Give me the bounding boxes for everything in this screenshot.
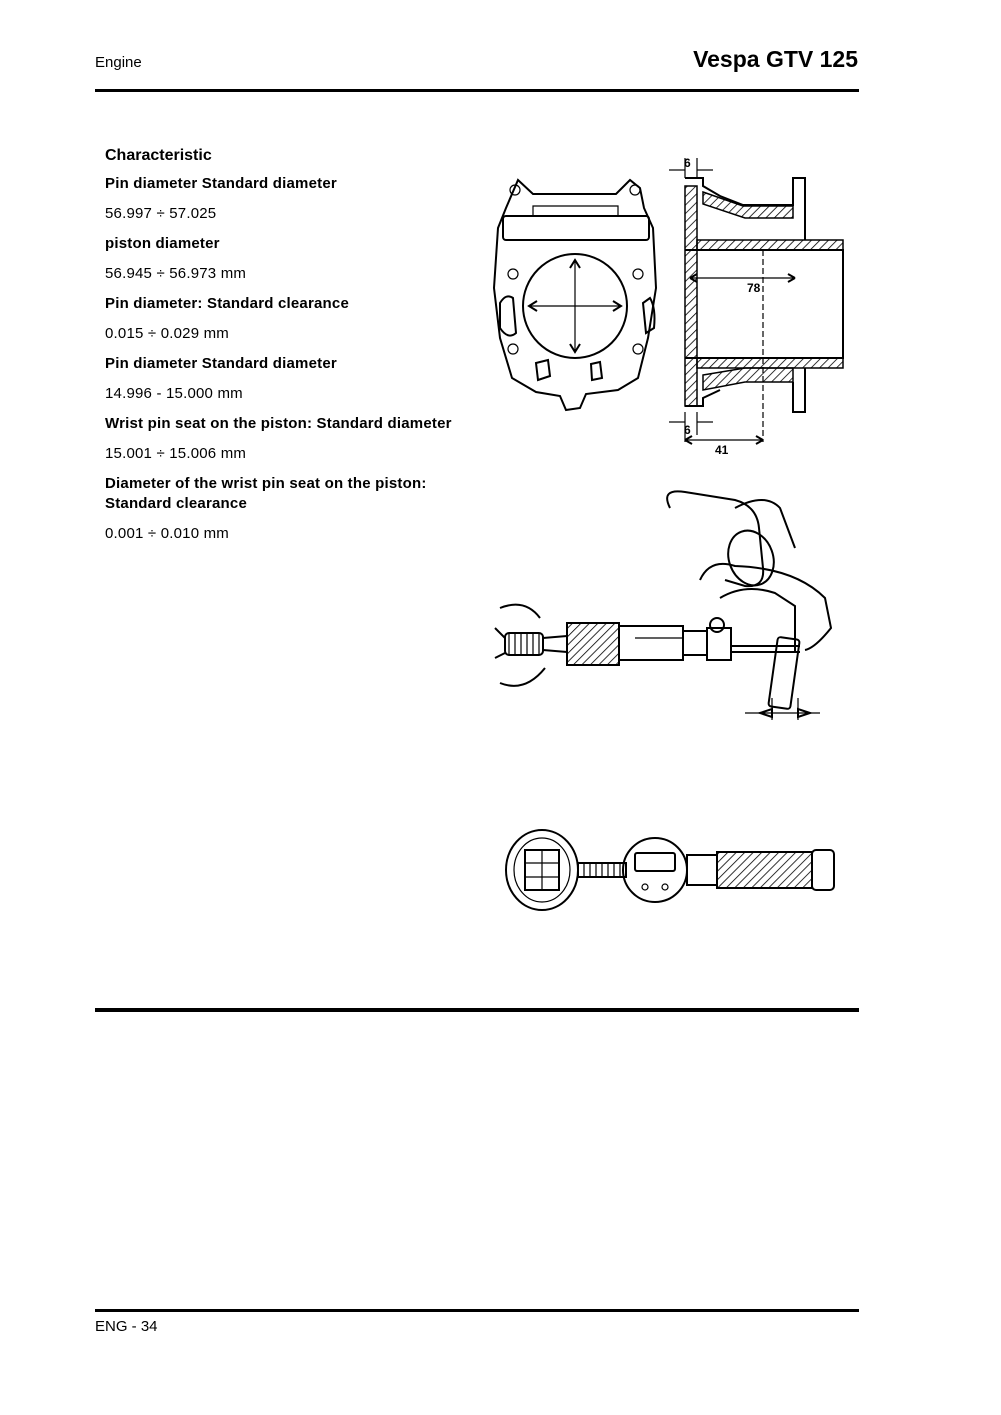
- spec-label: piston diameter: [105, 235, 220, 252]
- specs-block: [105, 146, 485, 554]
- spec-label: Diameter of the wrist pin seat on the piston: Standard clearance: [105, 475, 427, 512]
- footer-rule: [95, 1309, 859, 1312]
- spec-label: Wrist pin seat on the piston: Standard diameter: [105, 415, 452, 432]
- spec-value: 15.001 ÷ 15.006 mm: [105, 445, 247, 462]
- page-number: ENG - 34: [95, 1318, 158, 1335]
- spec-value: 0.015 ÷ 0.029 mm: [105, 325, 229, 342]
- dim-bore-label: 78: [747, 281, 761, 295]
- spec-value: 0.001 ÷ 0.010 mm: [105, 525, 229, 542]
- dim-bottom-label: 6: [684, 423, 691, 437]
- document-title: Vespa GTV 125: [693, 46, 858, 72]
- section-name: Engine: [95, 54, 142, 71]
- specs-heading: Characteristic: [105, 147, 212, 164]
- spec-value: 14.996 - 15.000 mm: [105, 385, 243, 402]
- spec-label: Pin diameter Standard diameter: [105, 355, 337, 372]
- bore-gauge-diagram: [500, 825, 840, 925]
- spec-label: Pin diameter: Standard clearance: [105, 295, 349, 312]
- cylinder-section-diagram: [655, 150, 845, 460]
- header-rule: [95, 89, 859, 92]
- micrometer-diagram: [495, 488, 835, 723]
- spec-value: 56.945 ÷ 56.973 mm: [105, 265, 247, 282]
- dim-top-label: 6: [684, 156, 691, 170]
- spec-value: 56.997 ÷ 57.025: [105, 205, 217, 222]
- dim-lower-label: 41: [715, 443, 729, 457]
- gasket-diagram: [488, 168, 668, 418]
- spec-label: Pin diameter Standard diameter: [105, 175, 337, 192]
- section-rule: [95, 1008, 859, 1012]
